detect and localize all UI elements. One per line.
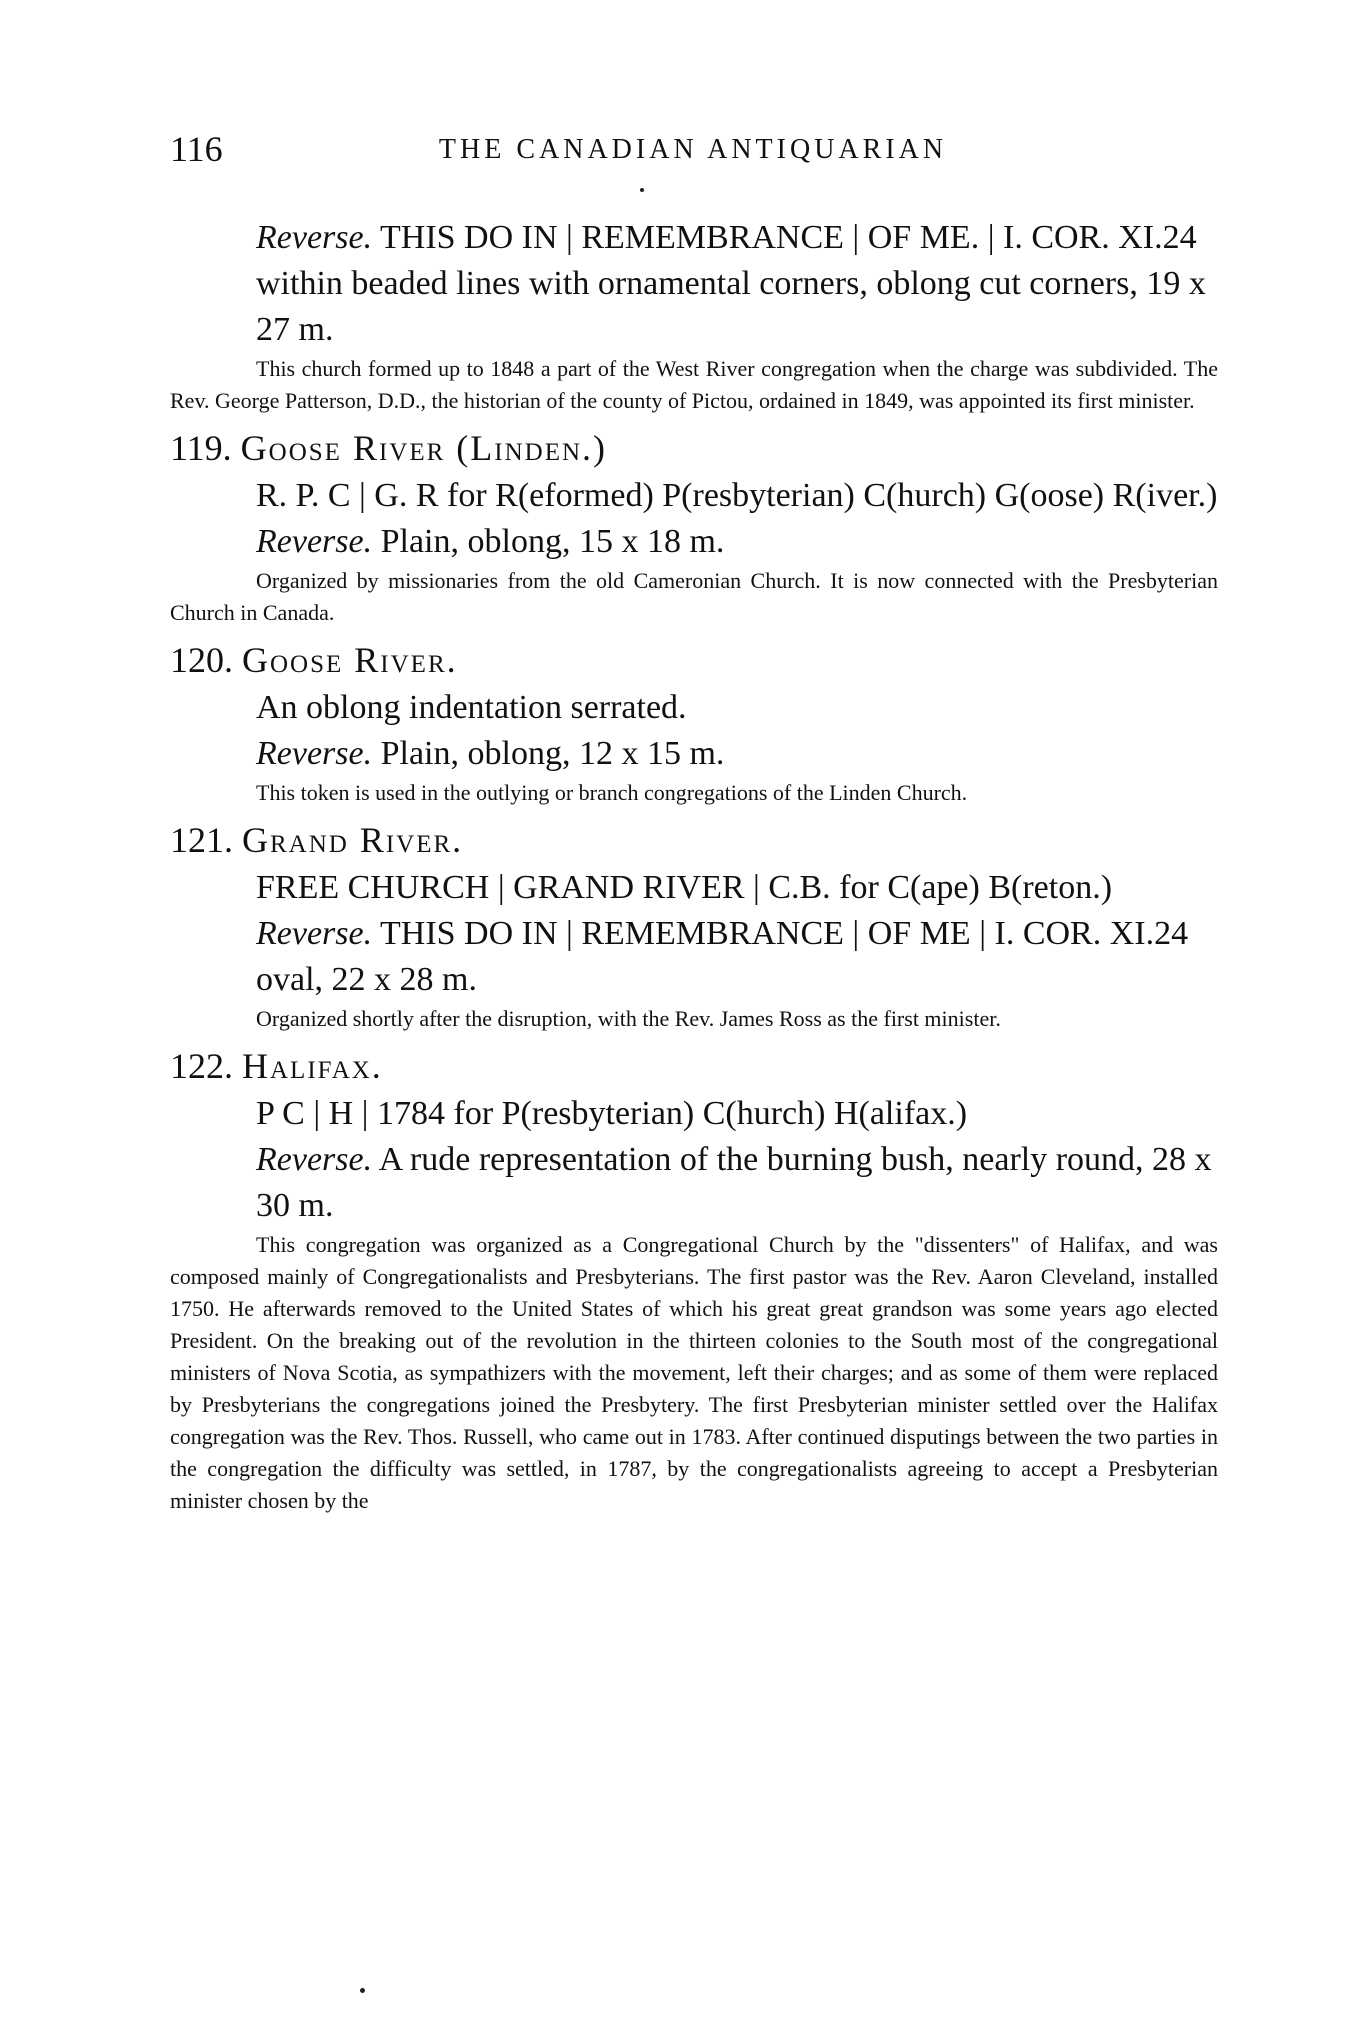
entry-heading (170, 635, 1218, 685)
reverse-text: A rude representation of the burning bush, nearly round, 28 x 30 m. (256, 1141, 1212, 1224)
entry-note (170, 1003, 1218, 1035)
entry-number: 122. (170, 1046, 233, 1086)
entry-120 (170, 635, 1218, 809)
reverse-text: Plain, oblong, 15 x 18 m. (380, 523, 725, 560)
entry-place: Goose River. (242, 640, 458, 680)
reverse-label: Reverse. (256, 735, 373, 772)
entry-119 (170, 423, 1218, 629)
entry-obverse: An oblong indentation serrated. (256, 689, 687, 726)
reverse-text: THIS DO IN | REMEMBRANCE | OF ME. | I. COR. XI.24 within beaded lines with ornamental corners, oblong cut corners, 19 x 27 m. (256, 219, 1206, 348)
continued-reverse (170, 215, 1218, 353)
reverse-label: Reverse. (256, 219, 373, 256)
entry-place: Grand River. (242, 820, 464, 860)
reverse-label: Reverse. (256, 523, 373, 560)
entry-obverse: P C | H | 1784 for P(resbyterian) C(hurch) H(alifax.) (256, 1095, 968, 1132)
entry-heading (170, 815, 1218, 865)
note-text: This congregation was organized as a Congregational Church by the "dissenters" of Halifax, and was composed mainly of Congregationalists and Presbyterians. The first pastor was the Rev. Aaron Cleveland, installed 1750. He afterwards removed to the United States of which his great great grandson was some years ago elected President. On the breaking out of the revolution in the thirteen colonies to the South most of the congregational ministers of Nova Scotia, as sympathizers with the movement, left their charges; and as some of them were replaced by Presbyterians the congregations joined the Presbytery. The first Presbyterian minister settled over the Halifax congregation was the Rev. Thos. Russell, who came out in 1783. After continued disputings between the two parties in the congregation the difficulty was settled, in 1787, by the congregationalists agreeing to accept a Presbyterian minister chosen by the (170, 1232, 1218, 1513)
entry-heading (170, 423, 1218, 473)
page-body (170, 215, 1218, 1517)
entry-heading (170, 1041, 1218, 1091)
entry-122 (170, 1041, 1218, 1517)
entry-number: 119. (170, 428, 232, 468)
reverse-label: Reverse. (256, 1141, 373, 1178)
entry-note (170, 565, 1218, 629)
entry-place: Halifax. (242, 1046, 383, 1086)
entry-note (170, 777, 1218, 809)
reverse-text: THIS DO IN | REMEMBRANCE | OF ME | I. COR. XI.24 oval, 22 x 28 m. (256, 915, 1189, 998)
reverse-text: Plain, oblong, 12 x 15 m. (380, 735, 725, 772)
note-text: Organized shortly after the disruption, with the Rev. James Ross as the first minister. (256, 1006, 1001, 1031)
continued-note (170, 353, 1218, 417)
entry-number: 120. (170, 640, 233, 680)
note-text: This church formed up to 1848 a part of the West River congregation when the charge was subdivided. The Rev. George Patterson, D.D., the historian of the county of Pictou, ordained in 1849, was appointed its first minister. (170, 356, 1218, 413)
page-header (170, 128, 1216, 168)
entry-place: Goose River (Linden.) (240, 428, 608, 468)
entry-121 (170, 815, 1218, 1035)
entry-reverse (170, 731, 1218, 777)
entry-reverse (170, 1137, 1218, 1229)
entry-reverse (170, 911, 1218, 1003)
entry-obverse: FREE CHURCH | GRAND RIVER | C.B. for C(ape) B(reton.) (256, 869, 1113, 906)
entry-obverse: R. P. C | G. R for R(eformed) P(resbyterian) C(hurch) G(oose) R(iver.) (256, 477, 1218, 514)
entry-number: 121. (170, 820, 233, 860)
entry-note (170, 1229, 1218, 1517)
reverse-label: Reverse. (256, 915, 373, 952)
ink-dot-mark (640, 188, 644, 192)
ink-dot-mark (360, 1988, 365, 1993)
running-title: THE CANADIAN ANTIQUARIAN (438, 134, 948, 165)
note-text: Organized by missionaries from the old Cameronian Church. It is now connected with the Presbyterian Church in Canada. (170, 568, 1218, 625)
page-number: 116 (170, 129, 223, 169)
note-text: This token is used in the outlying or branch congregations of the Linden Church. (256, 780, 968, 805)
entry-reverse (170, 519, 1218, 565)
